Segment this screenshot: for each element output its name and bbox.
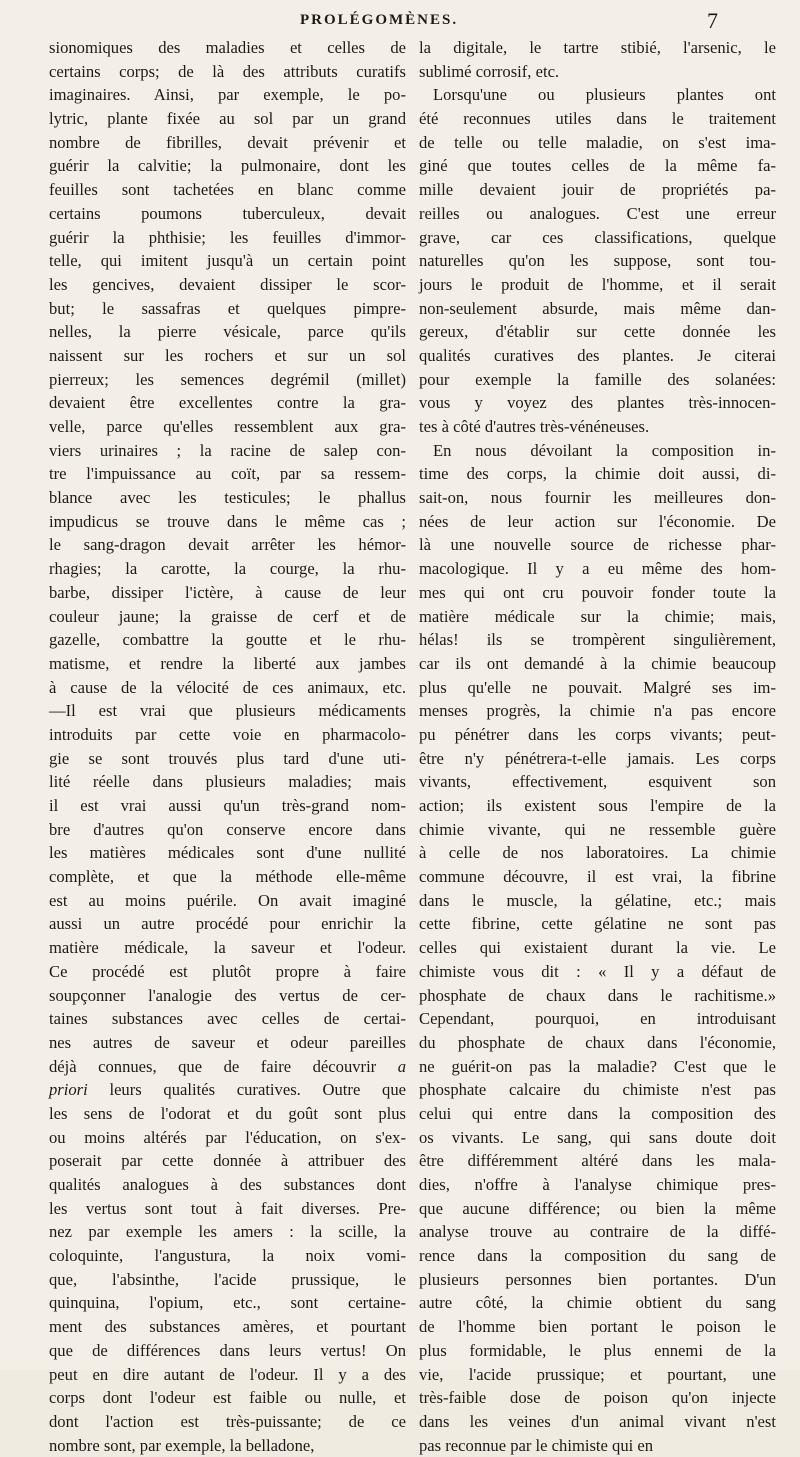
right-column-line: la digitale, le tartre stibié, l'arsenic, le (419, 38, 776, 57)
right-column-line: rence dans la composition du sang de (419, 1246, 776, 1266)
left-column-line: le sang-dragon devait arrêter les hémor- (49, 535, 406, 555)
right-column-line: Cependant, pourquoi, en introduisant (419, 1009, 776, 1029)
left-column-line: que de différences dans leurs vertus! On (49, 1340, 406, 1360)
right-column-line: mes qui ont cru pouvoir fonder toute la (419, 582, 776, 602)
left-column-line: poserait par cette donnée à attribuer des (49, 1151, 406, 1171)
left-column-line (49, 1055, 406, 1079)
right-column-line: phosphate calcaire du chimiste n'est pas (419, 1080, 776, 1100)
italic-a-priori-prefix: a (397, 1056, 406, 1076)
right-column-line: là une nouvelle source de richesse phar- (419, 535, 776, 555)
running-title: PROLÉGOMÈNES. (300, 12, 459, 28)
left-column-line-rest: leurs qualités curatives. Outre que (87, 1080, 406, 1100)
left-column-line: devaient être excellentes contre la gra- (49, 393, 406, 413)
left-column-line: à cause de la vélocité de ces animaux, etc. (49, 677, 406, 697)
left-column-line: nelles, la pierre vésicale, parce qu'ils (49, 322, 406, 342)
right-column-line: reilles ou analogues. C'est une erreur (419, 203, 776, 223)
left-column-line: velle, parce qu'elles ressemblent aux gra- (49, 417, 406, 436)
left-column-line: matisme, et rendre la liberté aux jambes (49, 653, 406, 673)
right-column-line: Lorsqu'une ou plusieurs plantes ont (433, 85, 776, 105)
left-column (49, 36, 406, 1457)
left-column-line: nombre sont, par exemple, la belladone, (49, 1435, 315, 1455)
running-head (0, 8, 800, 34)
right-column-line: os vivants. Le sang, qui sans doute doit (419, 1127, 776, 1147)
right-column-line: commune découvre, il est vrai, la fibrine (419, 867, 776, 887)
right-column-line: time des corps, la chimie doit aussi, di- (419, 464, 776, 484)
right-column-line: chimiste vous dit : « Il y a défaut de (419, 961, 776, 981)
right-column-line: jours le produit de l'homme, et il serait (419, 274, 776, 294)
right-column-line: celui qui entre dans la composition des (419, 1103, 776, 1123)
left-column-line: ou moins altérés par l'éducation, on s'ex- (49, 1127, 406, 1147)
left-column-line: gie se sont trouvés plus tard d'une uti- (49, 748, 406, 768)
right-column-line: En nous dévoilant la composition in- (433, 440, 776, 460)
right-column-line: vous y voyez des plantes très-innocen- (419, 393, 776, 413)
left-column-line: il est vrai aussi qu'un très-grand nom- (49, 796, 406, 815)
left-column-line: couleur jaune; la graisse de cerf et de (49, 606, 406, 626)
right-column-line: que aucune différence; ou bien la même (419, 1198, 776, 1218)
left-column-line: nez par exemple les amers : la scille, la (49, 1222, 406, 1242)
left-column-line: les gencives, devaient dissiper le scor- (49, 274, 406, 294)
right-column-line: pu pénétrer dans les corps vivants; peut- (419, 724, 776, 744)
right-column-line: dans le muscle, la gélatine, etc.; mais (419, 890, 776, 910)
right-column-line: plus qu'elle ne pouvait. Malgré ses im- (419, 677, 776, 697)
left-column-line: coloquinte, l'angustura, la noix vomi- (49, 1246, 406, 1266)
left-column-line: complète, et que la méthode elle-même (49, 867, 406, 887)
left-column-line: lytric, plante fixée au sol par un grand (49, 109, 406, 129)
left-column-line: lité réelle dans plusieurs maladies; mais (49, 772, 406, 792)
right-column-line: vie, l'acide prussique; et pourtant, une (419, 1364, 776, 1384)
right-column-line: naturelles qu'on les suppose, sont tou- (419, 251, 776, 271)
right-column-line: nées de leur action sur l'économie. De (419, 511, 776, 531)
right-column-line: non-seulement absurde, mais même dan- (419, 298, 776, 318)
right-column-line: celles qui existaient durant la vie. Le (419, 938, 776, 958)
left-column-line: certains corps; de là des attributs curatifs (49, 61, 406, 81)
right-column-line: pour exemple la famille des solanées: (419, 369, 776, 389)
left-column-line: les sens de l'odorat et du goût sont plus (49, 1103, 406, 1123)
right-column-line: matière médicale sur la chimie; mais, (419, 606, 776, 626)
left-column-line: sionomiques des maladies et celles de (49, 38, 406, 57)
left-column-line: les vertus sont tout à fait diverses. Pre- (49, 1198, 406, 1218)
right-column-line: hélas! ils se trompèrent singulièrement, (419, 630, 776, 650)
right-column-line: menses progrès, la chimie n'a pas encore (419, 701, 776, 721)
left-column-line: rhagies; la carotte, la courge, la rhu- (49, 559, 406, 579)
right-column-line: très-faible dose de poison qu'on injecte (419, 1388, 776, 1408)
left-column-line: but; le sassafras et quelques pimpre- (49, 298, 406, 318)
left-column-line: les matières médicales sont d'une nullité (49, 843, 406, 863)
left-column-line: guérir la calvitie; la pulmonaire, dont les (49, 156, 406, 176)
right-column-line: analyse trouve au contraire de la diffé- (419, 1222, 776, 1242)
left-column-line: certains poumons tuberculeux, devait (49, 203, 406, 223)
page-number: 7 (707, 8, 718, 33)
left-column-line: peut en dire autant de l'odeur. Il y a des (49, 1364, 406, 1384)
right-column-line: gereux, d'établir sur cette donnée les (419, 322, 776, 342)
right-column-line: à celle de nos laboratoires. La chimie (419, 843, 776, 863)
left-column-line: introduits par cette voie en pharmacolo- (49, 724, 406, 744)
right-column-line: action; ils existent sous l'empire de la (419, 796, 776, 815)
left-column-line: corps dont l'odeur est faible ou nulle, et (49, 1388, 406, 1408)
left-column-line: ment des substances amères, et pourtant (49, 1317, 406, 1337)
right-column-line: mille devaient jouir de propriétés pa- (419, 180, 776, 200)
right-column-line: car ils ont demandé à la chimie beaucoup (419, 653, 776, 673)
right-column-line: plusieurs personnes bien portantes. D'un (419, 1269, 776, 1289)
right-column-line: de telle ou telle maladie, on s'est ima- (419, 132, 776, 152)
left-column-line: nombre de fibrilles, devait prévenir et (49, 132, 406, 152)
right-column-line: tes à côté d'autres très-vénéneuses. (419, 417, 650, 436)
right-column-line: vivants, effectivement, esquivent son (419, 772, 776, 792)
right-column-line: dies, n'offre à l'analyse chimique pres- (419, 1175, 776, 1194)
left-column-line: nes autres de saveur et odeur pareilles (49, 1032, 406, 1052)
left-column-line: pierreux; les semences degrémil (millet) (49, 369, 406, 389)
right-column-line: plus formidable, le plus ennemi de la (419, 1340, 776, 1360)
right-column-line: autre côté, la chimie obtient du sang (419, 1293, 776, 1313)
right-column-line: sait-on, nous fournir les meilleures don- (419, 488, 776, 508)
left-column-line: que, l'absinthe, l'acide prussique, le (49, 1269, 406, 1289)
right-column-line: dans les veines d'un animal vivant n'est (419, 1411, 776, 1431)
left-column-line: viers urinaires ; la racine de salep con- (49, 440, 406, 460)
left-column-line: est au moins puérile. On avait imaginé (49, 890, 406, 910)
left-column-line: —Il est vrai que plusieurs médicaments (49, 701, 406, 721)
left-column-line-text: déjà connues, que de faire découvrir (49, 1056, 377, 1076)
right-column-line: être différemment altéré dans les mala- (419, 1151, 776, 1171)
left-column-line: barbe, dissiper l'ictère, à cause de leur (49, 582, 406, 602)
right-column-line: de l'homme bien portant le poison le (419, 1317, 776, 1337)
left-column-line: Ce procédé est plutôt propre à faire (49, 961, 406, 981)
right-column-line: sublimé corrosif, etc. (419, 61, 560, 81)
left-column-line (49, 1078, 406, 1102)
left-column-line: impudicus se trouve dans le même cas ; (49, 511, 406, 531)
right-column-line: ne guérit-on pas la maladie? C'est que le (419, 1056, 776, 1076)
left-column-line: qualités analogues à des substances dont (49, 1175, 406, 1194)
left-column-line: blance avec les testicules; le phallus (49, 488, 406, 508)
right-column-line: du phosphate de chaux dans l'économie, (419, 1032, 776, 1052)
left-column-line: taines substances avec celles de certai- (49, 1009, 406, 1029)
right-column-line: giné que toutes celles de la même fa- (419, 156, 776, 176)
right-column (419, 36, 776, 1457)
left-column-line: bre d'autres qu'on conserve encore dans (49, 819, 406, 839)
left-column-line: tre l'impuissance au coït, par sa ressem- (49, 464, 406, 484)
left-column-line: feuilles sont tachetées en blanc comme (49, 180, 406, 200)
right-column-line: être n'y pénétrera-t-elle jamais. Les corps (419, 748, 776, 768)
left-column-line: aussi un autre procédé pour enrichir la (49, 914, 406, 934)
left-column-line: soupçonner l'analogie des vertus de cer- (49, 985, 406, 1005)
right-column-line: qualités curatives des plantes. Je citerai (419, 345, 776, 365)
right-column-line: chimie vivante, qui ne ressemble guère (419, 819, 776, 839)
left-column-line: gazelle, combattre la goutte et le rhu- (49, 630, 406, 650)
left-column-line: dont l'action est très-puissante; de ce (49, 1411, 406, 1431)
italic-priori: priori (49, 1080, 88, 1100)
left-column-line: guérir la phthisie; les feuilles d'immor- (49, 227, 406, 247)
right-column-line: grave, car ces classifications, quelque (419, 227, 776, 247)
left-column-line: imaginaires. Ainsi, par exemple, le po- (49, 85, 406, 105)
right-column-line: pas reconnue par le chimiste qui en (419, 1435, 654, 1455)
right-column-line: macologique. Il y a eu même des hom- (419, 559, 776, 579)
left-column-line: matière médicale, la saveur et l'odeur. (49, 938, 406, 958)
right-column-line: cette fibrine, cette gélatine ne sont pas (419, 914, 776, 934)
right-column-line: été reconnues utiles dans le traitement (419, 109, 776, 129)
left-column-line: quinquina, l'opium, etc., sont certaine- (49, 1293, 406, 1313)
right-column-line: phosphate de chaux dans le rachitisme.» (419, 985, 776, 1005)
left-column-line: telle, qui imitent jusqu'à un certain point (49, 251, 406, 271)
left-column-line: naissent sur les rochers et sur un sol (49, 345, 406, 365)
